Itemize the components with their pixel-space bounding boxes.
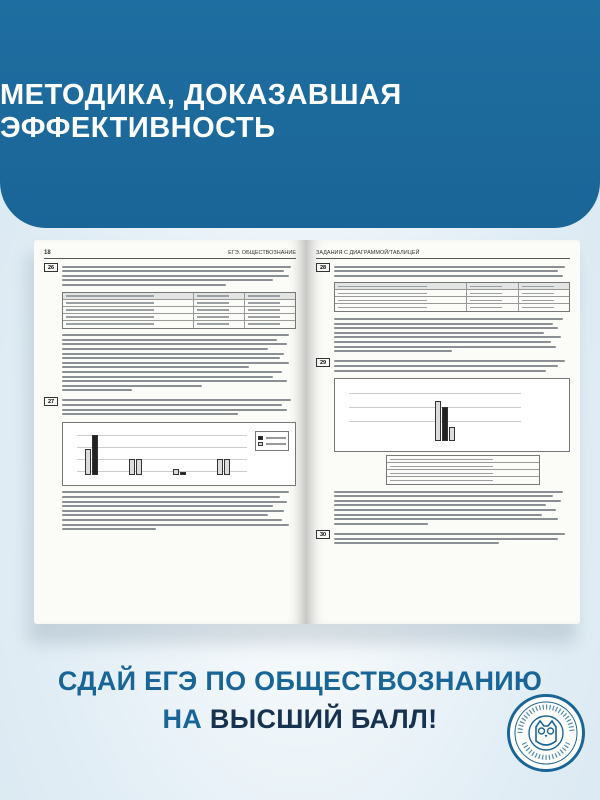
legend-box <box>386 455 540 485</box>
task-text-continued <box>316 488 570 527</box>
slogan-line-2-prefix: НА <box>162 704 210 734</box>
left-page-number: 18 <box>44 250 51 256</box>
task-number: 26 <box>44 263 58 272</box>
task-block <box>44 397 296 418</box>
task-number: 28 <box>316 263 330 272</box>
right-running-head-text: ЗАДАНИЯ С ДИАГРАММОЙ/ТАБЛИЦЕЙ <box>316 250 420 256</box>
task-text-continued <box>316 315 570 354</box>
publisher-logo <box>507 694 585 772</box>
headline: МЕТОДИКА, ДОКАЗАВШАЯ ЭФФЕКТИВНОСТЬ <box>0 79 402 144</box>
task-table <box>334 282 570 312</box>
task-text-continued <box>44 489 296 533</box>
task-number: 29 <box>316 358 330 367</box>
slogan-emphasis: ВЫСШИЙ БАЛЛ! <box>209 704 438 734</box>
task-block <box>316 358 570 374</box>
task-text-lines <box>62 263 296 289</box>
owl-seal-icon <box>510 697 582 769</box>
right-running-head <box>316 250 570 259</box>
bar-chart-illustration <box>62 422 296 486</box>
task-block <box>316 530 570 546</box>
book-left-page <box>34 240 306 624</box>
task-number: 30 <box>316 530 330 539</box>
task-text-continued <box>44 332 296 394</box>
task-table <box>62 292 296 329</box>
top-banner <box>0 0 600 228</box>
task-block <box>316 263 570 279</box>
task-block <box>44 263 296 289</box>
slogan-line-1: СДАЙ ЕГЭ ПО ОБЩЕСТВОЗНАНИЮ <box>57 666 543 696</box>
book-right-page <box>306 240 580 624</box>
left-running-head <box>44 250 296 259</box>
bar-chart-illustration <box>334 378 570 452</box>
task-number: 27 <box>44 397 58 406</box>
open-book-illustration <box>20 240 580 640</box>
left-running-head-text: ЕГЭ. ОБЩЕСТВОЗНАНИЕ <box>228 250 296 256</box>
